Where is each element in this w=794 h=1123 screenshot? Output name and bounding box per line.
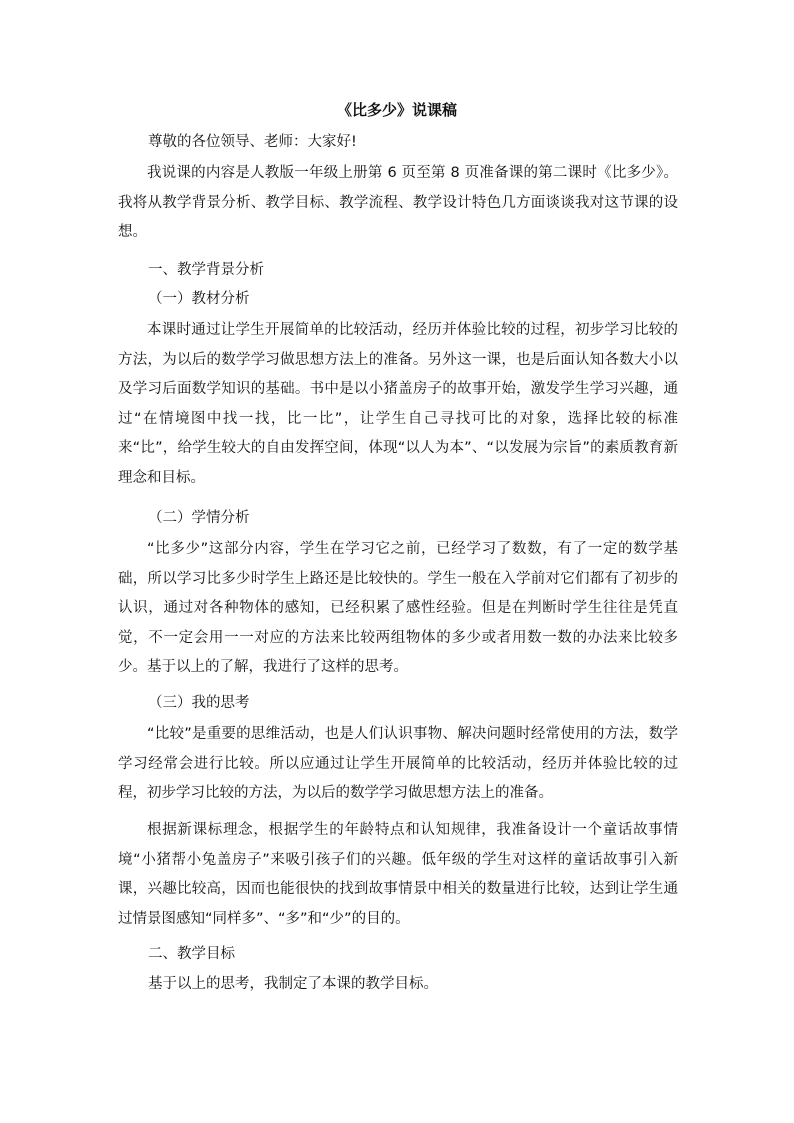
objectives-paragraph: 基于以上的思考，我制定了本课的教学目标。	[148, 976, 438, 992]
subsection-heading-textbook: （一）教材分析	[148, 291, 250, 307]
student-analysis-paragraph: “比多少”这部分内容，学生在学习它之前，已经学习了数数，有了一定的数学基础，所以学习比多少时学生上路还是比较快的。学生一般在入学前对它们都有了初步的认识，通过对各种物体的感知，已经积累了感性经验。但是在判断时学生往往是凭直觉，不一定会用一一对应的方法来比较两组物体的多少或者用数一数的办法来比较多少。基于以上的了解，我进行了这样的思考。	[118, 541, 678, 675]
subsection-heading-students: （二）学情分析	[148, 510, 250, 526]
thinking-paragraph-1: “比较”是重要的思维活动，也是人们认识事物、解决问题时经常使用的方法，数学学习经常会进行比较。所以应通过让学生开展简单的比较活动，经历并体验比较的过程，初步学习比较的方法，为以后的数学学习做思想方法上的准备。	[118, 726, 678, 801]
textbook-analysis-paragraph: 本课时通过让学生开展简单的比较活动，经历并体验比较的过程，初步学习比较的方法，为以后的数学学习做思想方法上的准备。另外这一课，也是后面认知各数大小以及学习后面数学知识的基础。书中是以小猪盖房子的故事开始，激发学生学习兴趣，通过“在情境图中找一找，比一比”，让学生自己寻找可比的对象，选择比较的标准来“比”，给学生较大的自由发挥空间，体现“以人为本”、“以发展为宗旨”的素质教育新理念和目标。	[118, 322, 678, 486]
section-heading-background: 一、教学背景分析	[148, 262, 264, 278]
thinking-paragraph-2: 根据新课标理念，根据学生的年龄特点和认知规律，我准备设计一个童话故事情境“小猪帮小兔盖房子”来吸引孩子们的兴趣。低年级的学生对这样的童话故事引入新课，兴趣比较高，因而也能很快的找到故事情景中相关的数量进行比较，达到让学生通过情景图感知“同样多”、“多”和“少”的目的。	[118, 822, 678, 927]
greeting: 尊敬的各位领导、老师：大家好!	[148, 134, 357, 150]
intro-paragraph: 我说课的内容是人教版一年级上册第 6 页至第 8 页准备课的第二课时《比多少》。我将从教学背景分析、教学目标、教学流程、教学设计特色几方面谈谈我对这节课的设想。	[118, 165, 678, 240]
section-heading-objectives: 二、教学目标	[148, 946, 235, 962]
document-title: 《比多少》说课稿	[336, 101, 457, 119]
subsection-heading-thinking: （三）我的思考	[148, 695, 250, 711]
